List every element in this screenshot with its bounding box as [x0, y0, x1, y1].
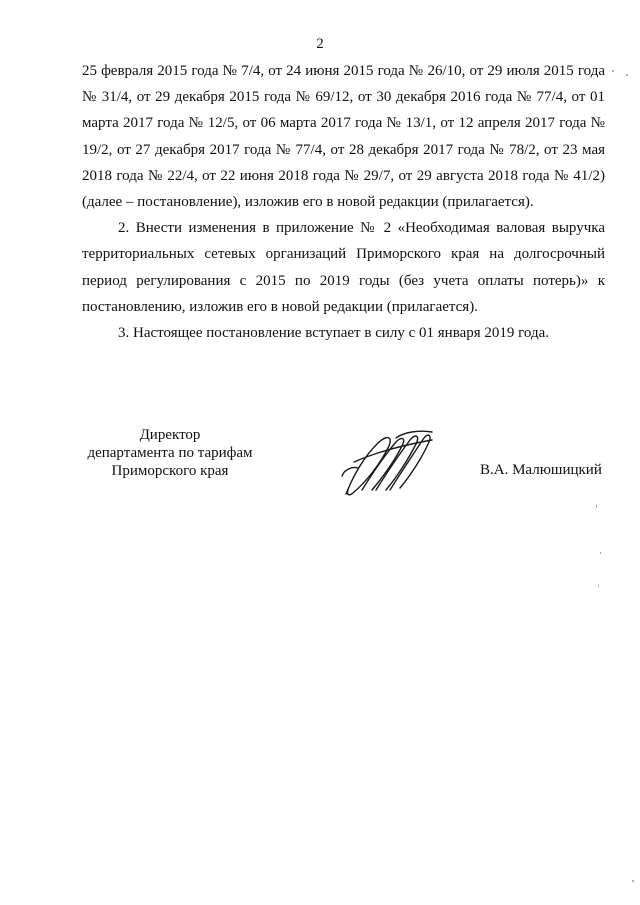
scan-speck [626, 74, 628, 76]
signer-position-line-2: департамента по тарифам [87, 445, 253, 461]
paragraph-continuation: 25 февраля 2015 года № 7/4, от 24 июня 2015 года № 26/10, от 29 июля 2015 года № 31/4, от 29 декабря 2015 года № 69/12, от 30 декабря 2016 года № 77/4, от 01 марта 2017 года № 12/5, от 06 марта 2017 года № 13/1, от 12 апреля 2017 года № 19/2, от 27 декабря 2017 года № 77/4, от 28 декабря 2017 года № 78/2, от 23 мая 2018 года № 22/4, от 22 июня 2018 года № 29/7, от 29 августа 2018 года № 41/2) (далее – постановление), изложив его в новой редакции (прилагается). [82, 63, 605, 211]
signer-position-line-3: Приморского края [111, 463, 229, 479]
paragraph-item-2: 2. Внести изменения в приложение № 2 «Необходимая валовая выручка территориальных сетевых организаций Приморского края на долгосрочный период регулирования с 2015 по 2019 годы (без учета оплаты потерь)» к постановлению, изложив его в новой редакции (прилагается). [82, 220, 605, 315]
scan-speck [612, 70, 614, 72]
document-body [82, 58, 605, 346]
signer-name: В.А. Малюшицкий [480, 462, 602, 478]
handwritten-signature [332, 424, 442, 504]
signer-position-line-1: Директор [139, 427, 201, 443]
paragraph-item-3: 3. Настоящее постановление вступает в силу с 01 января 2019 года. [118, 325, 550, 342]
scan-speck [598, 585, 599, 587]
scan-speck [596, 505, 597, 508]
scan-speck [632, 880, 634, 882]
scan-speck [600, 552, 601, 554]
page-number: 2 [316, 36, 324, 52]
signer-position [70, 426, 270, 480]
